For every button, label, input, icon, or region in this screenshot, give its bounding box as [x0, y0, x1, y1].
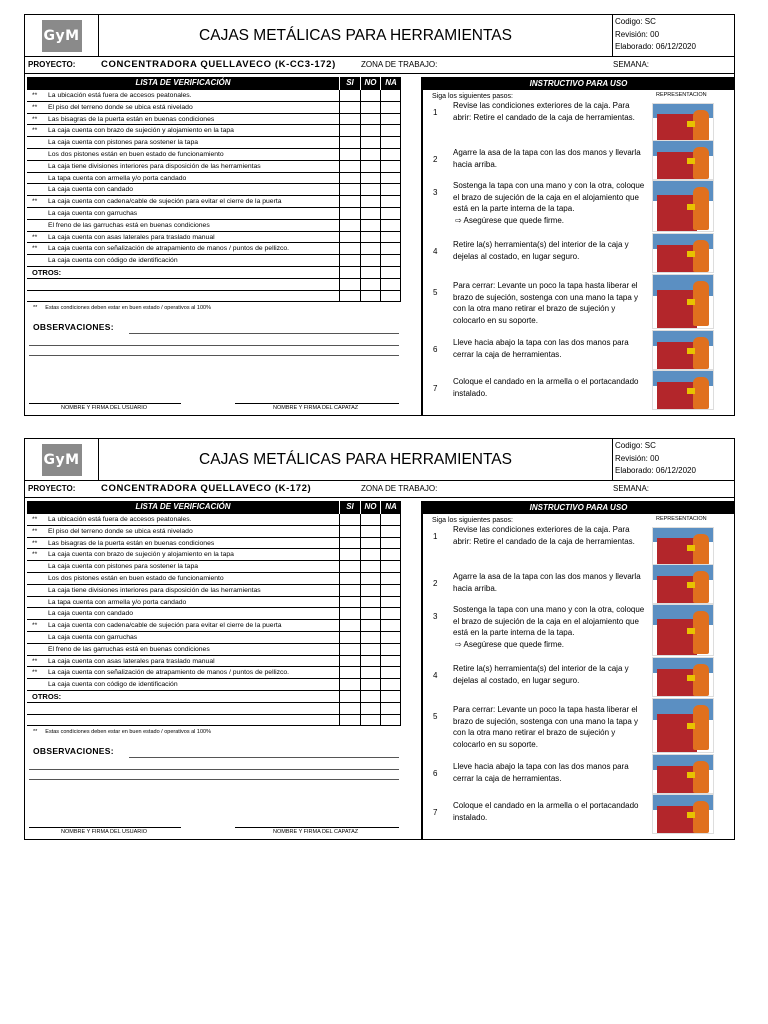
- proyecto-value: CONCENTRADORA QUELLAVECO (K-CC3-172): [101, 59, 336, 70]
- step-photo: [652, 527, 714, 565]
- col-no: NO: [364, 502, 377, 511]
- checklist-item: [27, 243, 401, 255]
- checklist-item: [27, 196, 401, 208]
- step-photo: [652, 330, 714, 370]
- checklist-item-text: La caja cuenta con candado: [48, 610, 134, 618]
- elaborado: Elaborado: 06/12/2020: [615, 42, 696, 51]
- checklist-item-text: La caja cuenta con asas laterales para traslado manual: [48, 657, 215, 665]
- form-header: [25, 439, 734, 481]
- revision: Revisión: 00: [615, 453, 660, 463]
- zona-label: ZONA DE TRABAJO:: [361, 484, 438, 493]
- checklist-item-text: El freno de las garruchas está en buenas condiciones: [48, 221, 210, 229]
- step-text-main: Sostenga la tapa con una mano y con la otra, coloque el brazo de sujeción de la caja en el alojamiento que está en la parte interna de la tapa.: [453, 605, 645, 637]
- semana-label: SEMANA:: [613, 484, 650, 493]
- step-text-main: Coloque el candado en la armella o el portacandado instalado.: [453, 377, 639, 398]
- critical-mark: **: [32, 198, 38, 206]
- project-row: [25, 57, 734, 74]
- checklist-header: [27, 77, 401, 90]
- checklist-item-text: La caja cuenta con pistones para sostener la tapa: [48, 139, 199, 147]
- observaciones-label: OBSERVACIONES:: [33, 746, 114, 756]
- checklist-item: [27, 632, 401, 644]
- step-number: 6: [433, 769, 438, 778]
- otros-label: OTROS:: [32, 691, 62, 701]
- step-subnote: ⇨ Asegúrese que quede firme.: [455, 215, 564, 225]
- checklist-item: [27, 208, 401, 220]
- checklist-table: [27, 514, 401, 726]
- logo-cell: [25, 439, 99, 480]
- note-text: Estas condiciones deben estar en buen estado / operativos al 100%: [45, 305, 212, 311]
- gym-logo: GyM: [42, 20, 82, 52]
- checklist-item: [27, 514, 401, 526]
- proyecto-value: CONCENTRADORA QUELLAVECO (K-172): [101, 483, 312, 494]
- critical-mark: **: [32, 245, 38, 253]
- critical-mark: **: [32, 527, 38, 535]
- step-photo: [652, 794, 714, 834]
- conditions-note: [33, 305, 211, 311]
- checklist-item-text: Las bisagras de la puerta están en buenas condiciones: [48, 115, 215, 123]
- step-text: [453, 524, 649, 547]
- step-photo: [652, 274, 714, 329]
- observaciones-line[interactable]: [29, 779, 399, 780]
- step-text: [453, 571, 649, 594]
- observaciones-line[interactable]: [29, 355, 399, 356]
- step-text-main: Retire la(s) herramienta(s) del interior de la caja y dejelas al costado, en lugar seguro.: [453, 664, 629, 685]
- proyecto-label: PROYECTO:: [28, 484, 76, 493]
- form-meta: [613, 15, 734, 56]
- checklist-item: [27, 161, 401, 173]
- checklist-item-text: La caja cuenta con señalización de atrapamiento de manos / puntos de pellizco.: [48, 245, 290, 253]
- representacion-label: REPRESENTACION: [656, 516, 707, 522]
- observaciones-label: OBSERVACIONES:: [33, 322, 114, 332]
- note-text: Estas condiciones deben estar en buen estado / operativos al 100%: [45, 729, 212, 735]
- otros-label: OTROS:: [32, 267, 62, 277]
- conditions-note: [33, 729, 211, 735]
- checklist-item-text: La caja cuenta con código de identificación: [48, 681, 178, 689]
- checklist-item: [27, 656, 401, 668]
- col-no: NO: [364, 78, 377, 87]
- instructions-header: INSTRUCTIVO PARA USO: [423, 501, 734, 514]
- firma-capataz-label: NOMBRE Y FIRMA DEL CAPATAZ: [273, 405, 359, 411]
- checklist-item: [27, 184, 401, 196]
- checklist-item-text: La caja cuenta con cadena/cable de sujeción para evitar el cierre de la puerta: [48, 198, 282, 206]
- observaciones-line[interactable]: [29, 769, 399, 770]
- step-text: [453, 761, 649, 784]
- checklist-item-text: La tapa cuenta con armella y/o porta candado: [48, 598, 187, 606]
- step-text: [453, 147, 649, 170]
- checklist-item: [27, 137, 401, 149]
- elaborado: Elaborado: 06/12/2020: [615, 466, 696, 475]
- checklist-item-text: Las bisagras de la puerta están en buenas condiciones: [48, 539, 215, 547]
- checklist-item-text: La caja cuenta con candado: [48, 186, 134, 194]
- checklist-item: [27, 679, 401, 691]
- instructions-header: INSTRUCTIVO PARA USO: [423, 77, 734, 90]
- checklist-item: [27, 102, 401, 114]
- checklist-title: LISTA DE VERIFICACIÓN: [135, 78, 231, 87]
- critical-mark: **: [32, 92, 38, 99]
- checklist-header: [27, 501, 401, 514]
- step-text-main: Para cerrar: Levante un poco la tapa hasta liberar el brazo de sujeción, sostenga con una mano la tapa y con la otra mano retirar el brazo de sujeción y colocarlo en su soporte.: [453, 705, 639, 749]
- critical-mark: **: [32, 551, 38, 559]
- step-number: 2: [433, 579, 438, 588]
- col-si: SI: [346, 502, 354, 511]
- instructions-intro: Siga los siguientes pasos:: [432, 93, 513, 100]
- step-text-main: Sostenga la tapa con una mano y con la otra, coloque el brazo de sujeción de la caja en el alojamiento que está en la parte interna de la tapa.: [453, 181, 645, 213]
- step-number: 1: [433, 532, 438, 541]
- otros-row: [27, 267, 401, 279]
- step-text-main: Para cerrar: Levante un poco la tapa hasta liberar el brazo de sujeción, sostenga con una mano la tapa y con la otra mano retirar el brazo de sujeción y colocarlo en su soporte.: [453, 281, 639, 325]
- checklist-item-text: La caja cuenta con señalización de atrapamiento de manos / puntos de pellizco.: [48, 669, 290, 677]
- checklist-item: [27, 573, 401, 585]
- checklist-item-text: El freno de las garruchas está en buenas condiciones: [48, 645, 210, 653]
- column-divider: [421, 77, 423, 416]
- observaciones-line[interactable]: [129, 333, 399, 334]
- checklist-item: [27, 561, 401, 573]
- step-photo: [652, 140, 714, 180]
- observaciones-line[interactable]: [129, 757, 399, 758]
- checklist-item-text: El piso del terreno donde se ubica está nivelado: [48, 527, 193, 535]
- codigo: Codigo: SC: [615, 17, 656, 26]
- step-text: [453, 280, 649, 326]
- checklist-item: [27, 597, 401, 609]
- step-text: [453, 604, 649, 650]
- zona-label: ZONA DE TRABAJO:: [361, 60, 438, 69]
- checklist-item-text: La caja tiene divisiones interiores para disposición de las herramientas: [48, 586, 261, 594]
- otros-blank-row[interactable]: [27, 279, 401, 291]
- step-number: 7: [433, 808, 438, 817]
- checklist-item: [27, 149, 401, 161]
- checklist-item: [27, 173, 401, 185]
- step-text-main: Lleve hacia abajo la tapa con las dos manos para cerrar la caja de herramientas.: [453, 762, 629, 783]
- checklist-item-text: La caja cuenta con asas laterales para traslado manual: [48, 233, 215, 241]
- critical-mark: **: [32, 233, 38, 241]
- step-photo: [652, 370, 714, 410]
- step-text: [453, 337, 649, 360]
- form-title: CAJAS METÁLICAS PARA HERRAMIENTAS: [99, 15, 613, 56]
- form-header: [25, 15, 734, 57]
- firma-usuario-label: NOMBRE Y FIRMA DEL USUARIO: [61, 829, 148, 835]
- checklist-item: [27, 538, 401, 550]
- checklist-item-text: La caja cuenta con código de identificación: [48, 257, 178, 265]
- critical-mark: **: [32, 127, 38, 135]
- step-number: 6: [433, 345, 438, 354]
- step-text-main: Revise las condiciones exteriores de la caja. Para abrir: Retire el candado de la caja de herramientas.: [453, 525, 635, 546]
- step-text: [453, 239, 649, 262]
- checklist-item: [27, 526, 401, 538]
- step-text: [453, 376, 649, 399]
- otros-blank-row[interactable]: [27, 715, 401, 727]
- checklist-item: [27, 114, 401, 126]
- step-subnote: ⇨ Asegúrese que quede firme.: [455, 639, 564, 649]
- checklist-item-text: La caja cuenta con garruchas: [48, 209, 138, 217]
- checklist-item: [27, 667, 401, 679]
- checklist-item: [27, 255, 401, 267]
- col-na: NA: [385, 78, 397, 87]
- codigo: Codigo: SC: [615, 441, 656, 450]
- signature-line-capataz[interactable]: [235, 827, 399, 828]
- step-number: 4: [433, 247, 438, 256]
- step-text: [453, 180, 649, 226]
- instructions-intro: Siga los siguientes pasos:: [432, 517, 513, 524]
- gym-logo: GyM: [42, 444, 82, 476]
- checklist-item-text: La caja cuenta con brazo de sujeción y alojamiento en la tapa: [48, 127, 234, 135]
- checklist-item-text: La caja cuenta con pistones para sostener la tapa: [48, 563, 199, 571]
- checklist-form-2: [24, 438, 735, 840]
- signature-line-usuario[interactable]: [29, 827, 181, 828]
- note-mark: **: [33, 729, 38, 735]
- checklist-item-text: El piso del terreno donde se ubica está nivelado: [48, 103, 193, 111]
- checklist-item: [27, 90, 401, 102]
- logo-cell: [25, 15, 99, 56]
- step-photo: [652, 564, 714, 604]
- checklist-item: [27, 549, 401, 561]
- otros-blank-row[interactable]: [27, 703, 401, 715]
- checklist-item-text: La caja tiene divisiones interiores para disposición de las herramientas: [48, 162, 261, 170]
- checklist-item-text: La ubicación está fuera de accesos peatonales.: [48, 516, 192, 523]
- checklist-item-text: La tapa cuenta con armella y/o porta candado: [48, 174, 187, 182]
- checklist-item: [27, 644, 401, 656]
- firma-capataz-label: NOMBRE Y FIRMA DEL CAPATAZ: [273, 829, 359, 835]
- checklist-item-text: La caja cuenta con brazo de sujeción y alojamiento en la tapa: [48, 551, 234, 559]
- checklist-item-text: La ubicación está fuera de accesos peatonales.: [48, 92, 192, 99]
- step-photo: [652, 604, 714, 656]
- project-row: [25, 481, 734, 498]
- step-text: [453, 663, 649, 686]
- note-mark: **: [33, 305, 38, 311]
- step-number: 3: [433, 612, 438, 621]
- step-photo: [652, 180, 714, 232]
- checklist-item: [27, 608, 401, 620]
- checklist-item: [27, 620, 401, 632]
- representacion-label: REPRESENTACION: [656, 92, 707, 98]
- step-number: 5: [433, 712, 438, 721]
- checklist-item-text: La caja cuenta con cadena/cable de sujeción para evitar el cierre de la puerta: [48, 622, 282, 630]
- signature-line-capataz[interactable]: [235, 403, 399, 404]
- checklist-form-1: [24, 14, 735, 416]
- step-photo: [652, 657, 714, 697]
- semana-label: SEMANA:: [613, 60, 650, 69]
- step-text-main: Agarre la asa de la tapa con las dos manos y llevarla hacia arriba.: [453, 572, 641, 593]
- checklist-item-text: Los dos pistones están en buen estado de funcionamiento: [48, 574, 224, 582]
- otros-row: [27, 691, 401, 703]
- col-si: SI: [346, 78, 354, 87]
- signature-line-usuario[interactable]: [29, 403, 181, 404]
- observaciones-line[interactable]: [29, 345, 399, 346]
- checklist-item: [27, 585, 401, 597]
- otros-blank-row[interactable]: [27, 291, 401, 303]
- step-number: 4: [433, 671, 438, 680]
- step-number: 2: [433, 155, 438, 164]
- critical-mark: **: [32, 516, 38, 523]
- critical-mark: **: [32, 103, 38, 111]
- step-photo: [652, 754, 714, 794]
- step-number: 1: [433, 108, 438, 117]
- checklist-item-text: La caja cuenta con garruchas: [48, 633, 138, 641]
- step-text-main: Revise las condiciones exteriores de la caja. Para abrir: Retire el candado de la caja de herramientas.: [453, 101, 635, 122]
- step-text-main: Coloque el candado en la armella o el portacandado instalado.: [453, 801, 639, 822]
- col-na: NA: [385, 502, 397, 511]
- step-text-main: Agarre la asa de la tapa con las dos manos y llevarla hacia arriba.: [453, 148, 641, 169]
- form-title: CAJAS METÁLICAS PARA HERRAMIENTAS: [99, 439, 613, 480]
- checklist-item: [27, 220, 401, 232]
- step-text: [453, 800, 649, 823]
- critical-mark: **: [32, 539, 38, 547]
- critical-mark: **: [32, 657, 38, 665]
- column-divider: [421, 501, 423, 840]
- step-text: [453, 100, 649, 123]
- revision: Revisión: 00: [615, 29, 660, 39]
- step-number: 3: [433, 188, 438, 197]
- checklist-title: LISTA DE VERIFICACIÓN: [135, 502, 231, 511]
- checklist-item-text: Los dos pistones están en buen estado de funcionamiento: [48, 150, 224, 158]
- checklist-item: [27, 125, 401, 137]
- step-text-main: Lleve hacia abajo la tapa con las dos manos para cerrar la caja de herramientas.: [453, 338, 629, 359]
- step-photo: [652, 103, 714, 141]
- step-photo: [652, 698, 714, 753]
- checklist-item: [27, 232, 401, 244]
- critical-mark: **: [32, 622, 38, 630]
- proyecto-label: PROYECTO:: [28, 60, 76, 69]
- step-number: 5: [433, 288, 438, 297]
- form-meta: [613, 439, 734, 480]
- critical-mark: **: [32, 115, 38, 123]
- checklist-table: [27, 90, 401, 302]
- firma-usuario-label: NOMBRE Y FIRMA DEL USUARIO: [61, 405, 148, 411]
- step-photo: [652, 233, 714, 273]
- critical-mark: **: [32, 669, 38, 677]
- step-text-main: Retire la(s) herramienta(s) del interior de la caja y dejelas al costado, en lugar seguro.: [453, 240, 629, 261]
- step-text: [453, 704, 649, 750]
- step-number: 7: [433, 384, 438, 393]
